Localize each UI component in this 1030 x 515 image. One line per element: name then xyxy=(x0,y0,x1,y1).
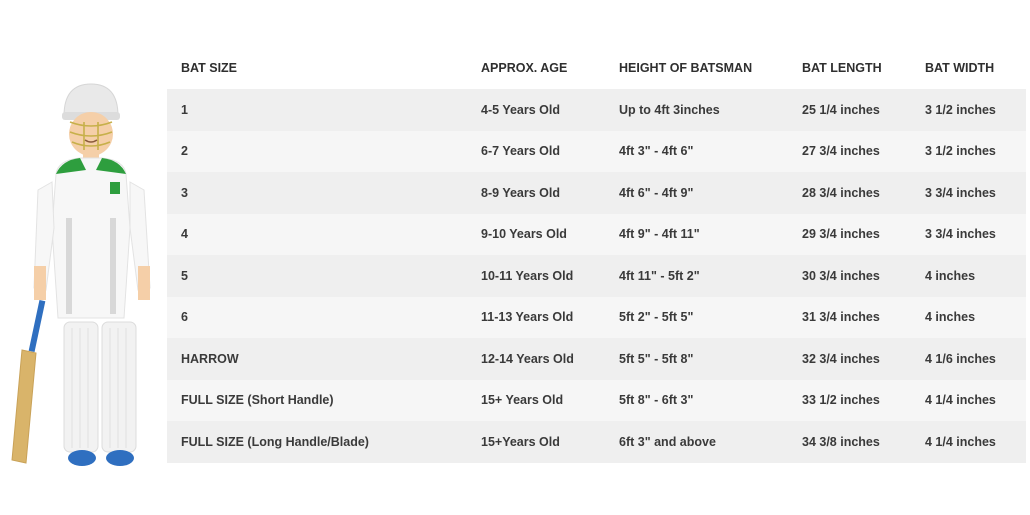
cell-bat-length: 32 3/4 inches xyxy=(802,351,880,366)
table-header xyxy=(167,47,1026,89)
header-approx-age: APPROX. AGE xyxy=(481,61,568,75)
cell-bat-size: FULL SIZE (Long Handle/Blade) xyxy=(181,434,369,449)
cricket-batsman-illustration xyxy=(0,78,165,468)
table-row xyxy=(167,297,1026,339)
cell-bat-size: FULL SIZE (Short Handle) xyxy=(181,393,334,408)
cell-bat-size: 1 xyxy=(181,102,188,117)
cell-bat-width: 4 1/6 inches xyxy=(925,351,996,366)
cricket-batsman-icon xyxy=(0,78,165,468)
cell-approx-age: 10-11 Years Old xyxy=(481,268,574,283)
cell-bat-width: 3 3/4 inches xyxy=(925,227,996,242)
cell-bat-size: 3 xyxy=(181,185,188,200)
table-row xyxy=(167,131,1026,173)
cell-approx-age: 15+Years Old xyxy=(481,434,560,449)
cell-bat-width: 4 inches xyxy=(925,310,976,325)
cell-bat-length: 30 3/4 inches xyxy=(802,268,880,283)
cell-bat-size: 6 xyxy=(181,310,188,325)
cell-height: 4ft 11" - 5ft 2" xyxy=(619,268,700,283)
cell-bat-length: 27 3/4 inches xyxy=(802,144,880,159)
cell-bat-length: 28 3/4 inches xyxy=(802,185,880,200)
cell-bat-length: 33 1/2 inches xyxy=(802,393,880,408)
cell-height: 5ft 8" - 6ft 3" xyxy=(619,393,694,408)
cell-height: 6ft 3" and above xyxy=(619,434,716,449)
cell-approx-age: 9-10 Years Old xyxy=(481,227,567,242)
cell-height: 4ft 9" - 4ft 11" xyxy=(619,227,700,242)
cell-height: 4ft 3" - 4ft 6" xyxy=(619,144,694,159)
table-row xyxy=(167,380,1026,422)
table-row xyxy=(167,89,1026,131)
cell-approx-age: 11-13 Years Old xyxy=(481,310,574,325)
cell-bat-length: 25 1/4 inches xyxy=(802,102,880,117)
cell-bat-length: 31 3/4 inches xyxy=(802,310,880,325)
cell-approx-age: 6-7 Years Old xyxy=(481,144,560,159)
cell-height: 5ft 5" - 5ft 8" xyxy=(619,351,694,366)
cell-height: 4ft 6" - 4ft 9" xyxy=(619,185,694,200)
header-height-of-batsman: HEIGHT OF BATSMAN xyxy=(619,61,753,75)
cell-bat-length: 29 3/4 inches xyxy=(802,227,880,242)
cell-approx-age: 12-14 Years Old xyxy=(481,351,574,366)
cell-approx-age: 4-5 Years Old xyxy=(481,102,560,117)
cell-bat-width: 3 3/4 inches xyxy=(925,185,996,200)
cell-bat-width: 4 1/4 inches xyxy=(925,393,996,408)
header-bat-width: BAT WIDTH xyxy=(925,61,995,75)
cell-bat-width: 3 1/2 inches xyxy=(925,102,996,117)
table-row xyxy=(167,214,1026,256)
table-row xyxy=(167,338,1026,380)
cell-bat-length: 34 3/8 inches xyxy=(802,434,880,449)
cell-bat-width: 4 inches xyxy=(925,268,976,283)
header-bat-size: BAT SIZE xyxy=(181,61,238,75)
cell-height: 5ft 2" - 5ft 5" xyxy=(619,310,694,325)
cell-height: Up to 4ft 3inches xyxy=(619,102,720,117)
table-row xyxy=(167,421,1026,463)
header-bat-length: BAT LENGTH xyxy=(802,61,882,75)
cell-bat-width: 3 1/2 inches xyxy=(925,144,996,159)
table-row xyxy=(167,255,1026,297)
bat-size-table xyxy=(167,47,1026,463)
cell-approx-age: 8-9 Years Old xyxy=(481,185,560,200)
table-row xyxy=(167,172,1026,214)
cell-approx-age: 15+ Years Old xyxy=(481,393,564,408)
cell-bat-size: 2 xyxy=(181,144,188,159)
cell-bat-width: 4 1/4 inches xyxy=(925,434,996,449)
cell-bat-size: 4 xyxy=(181,227,188,242)
cell-bat-size: HARROW xyxy=(181,351,239,366)
cell-bat-size: 5 xyxy=(181,268,188,283)
